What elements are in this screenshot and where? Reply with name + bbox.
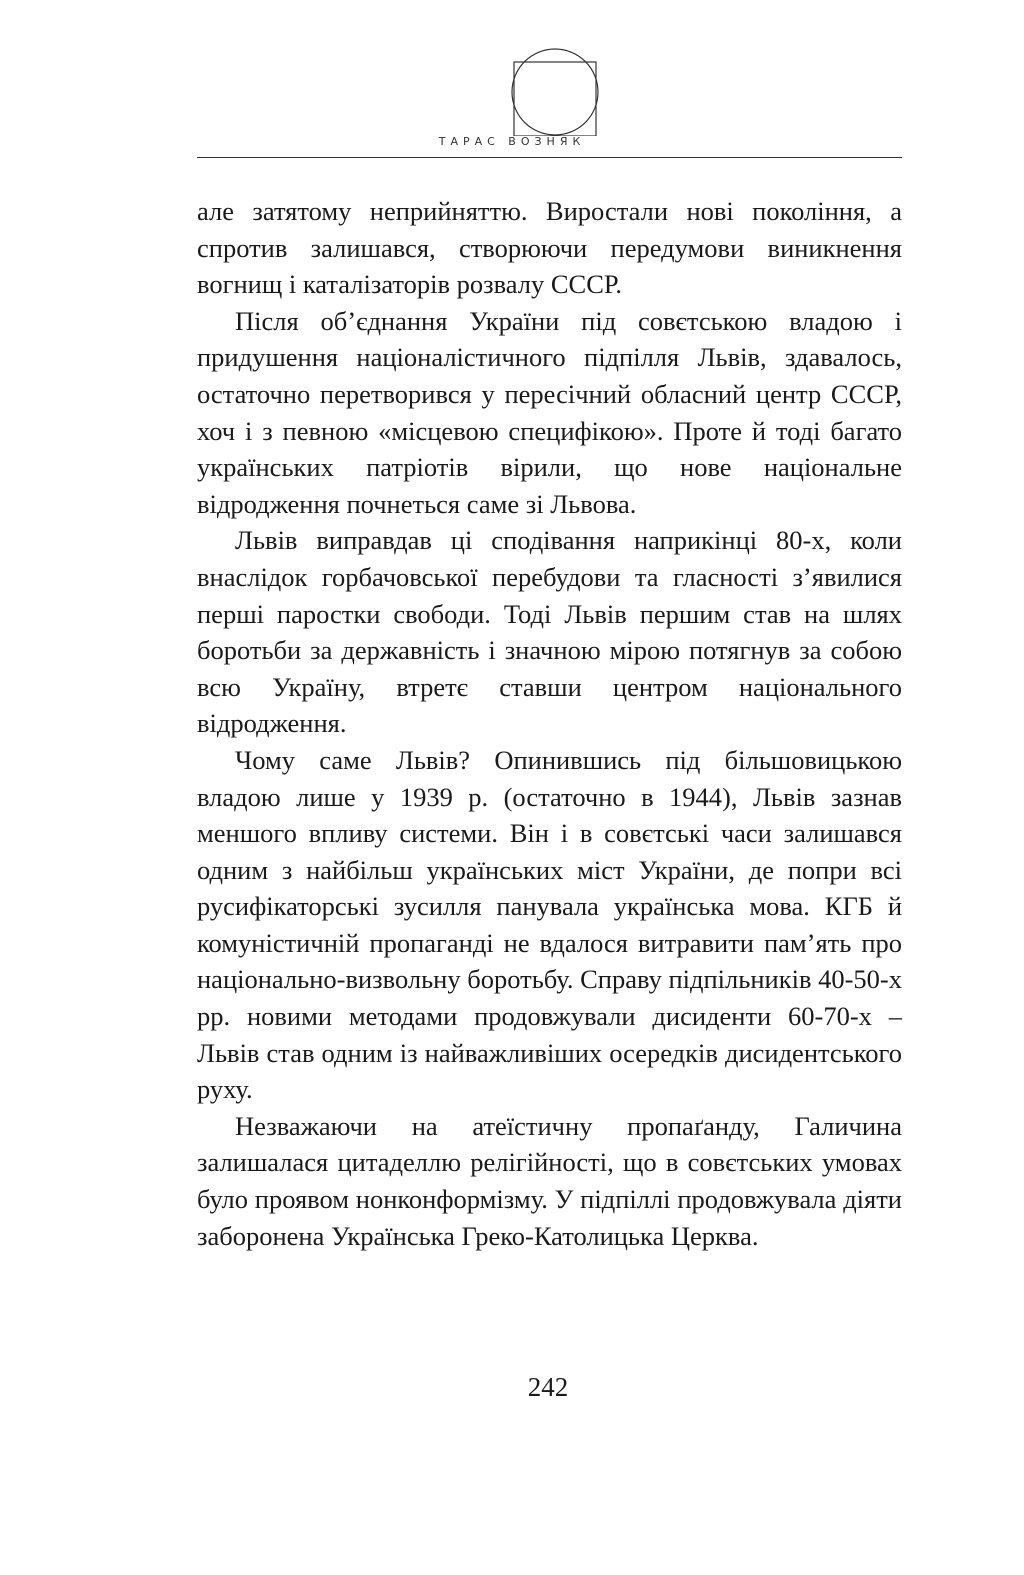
running-header-author: ТАРАС ВОЗНЯК	[438, 135, 586, 148]
paragraph: Чому саме Львів? Опинившись під більшовицькою владою лише у 1939 р. (остаточно в 1944), Львів зазнав меншого впливу системи. Він і в совєтські часи залишався одним з найбільш українських міст України, де попри всі русифікаторські зусилля панувала українська мова. КГБ й комуністичній пропаганді не вдалося витравити пам’ять про національно-визвольну боротьбу. Справу підпільників 40-50-х рр. новими методами продовжували дисиденти 60-70-х – Львів став одним із найважливіших осередків дисидентського руху.	[197, 744, 902, 1105]
body-text	[197, 193, 902, 1254]
circle-square-emblem-icon	[511, 48, 599, 136]
page-number: 242	[527, 1372, 569, 1402]
header-rule	[197, 157, 902, 158]
paragraph: Львів виправдав ці сподівання наприкінці 80-х, коли внаслідок горбачовської перебудови та гласності з’явилися перші паростки свободи. Тоді Львів першим став на шлях боротьби за державність і значною мірою потягнув за собою всю Україну, втретє ставши центром національного відродження.	[197, 525, 902, 739]
paragraph: Незважаючи на атеїстичну пропаґанду, Галичина залишалася цитаделлю релігійності, що в совєтських умовах було проявом нонконформізму. У підпіллі продовжувала діяти заборонена Українська Греко-Католицька Церква.	[197, 1110, 902, 1251]
paragraph: Після об’єднання України під совєтською владою і придушення націоналістичного підпілля Львів, здавалось, остаточно перетворився у пересічний обласний центр СССР, хоч і з певною «місцевою специфікою». Проте й тоді багато українських патріотів вірили, що нове національне відродження почнеться саме зі Львова.	[197, 305, 902, 519]
paragraph-continued: але затятому неприйняттю. Виростали нові покоління, а спротив залишався, створюючи передумови виникнення вогнищ і каталізаторів розвалу СССР.	[197, 196, 902, 300]
